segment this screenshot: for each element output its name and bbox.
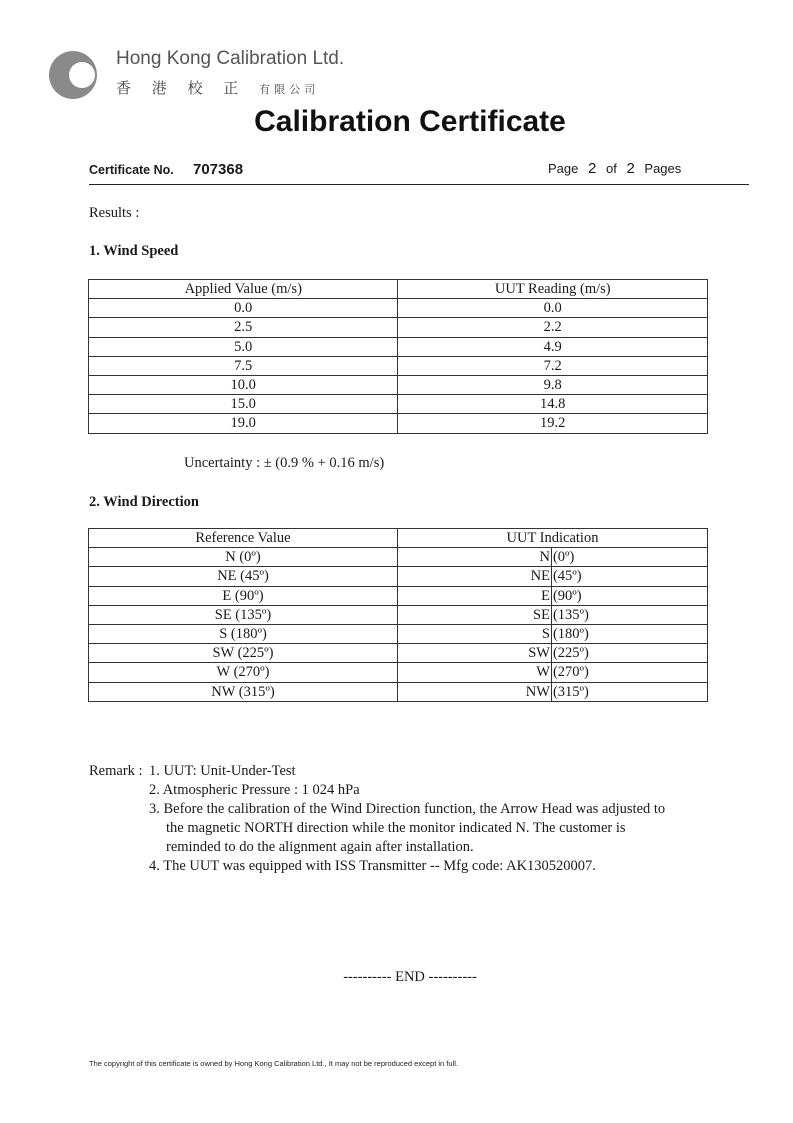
wind-speed-title: 1. Wind Speed <box>89 243 179 259</box>
uut-indication-header: UUT Indication <box>397 529 707 548</box>
applied-value-cell: 15.0 <box>89 395 398 414</box>
certificate-number: 707368 <box>193 161 244 178</box>
indication-direction-cell: N <box>397 548 551 567</box>
table-row <box>89 605 708 624</box>
page-total: 2 <box>626 160 635 177</box>
company-name-zh-main: 香 港 校 正 <box>116 79 247 97</box>
reference-value-cell: N (0º) <box>89 548 398 567</box>
reference-value-cell: SW (225º) <box>89 644 398 663</box>
indication-direction-cell: NE <box>397 567 551 586</box>
remark-3-line-3: reminded to do the alignment again after installation. <box>166 839 474 855</box>
uut-reading-header: UUT Reading (m/s) <box>398 280 708 299</box>
copyright-footer: The copyright of this certificate is owned by Hong Kong Calibration Ltd., It may not be reproduced except in full. <box>89 1059 458 1068</box>
reference-value-cell: NE (45º) <box>89 567 398 586</box>
certificate-info-row <box>89 160 749 185</box>
uut-reading-cell: 14.8 <box>398 395 708 414</box>
remark-4: 4. The UUT was equipped with ISS Transmitter -- Mfg code: AK130520007. <box>149 858 596 874</box>
table-row <box>89 299 708 318</box>
indication-degree-cell: (270º) <box>551 663 707 682</box>
reference-value-cell: S (180º) <box>89 624 398 643</box>
indication-degree-cell: (135º) <box>551 605 707 624</box>
page-of-label: of <box>605 161 617 176</box>
pages-label: Pages <box>644 161 682 176</box>
applied-value-cell: 19.0 <box>89 414 398 433</box>
table-header-row <box>89 529 708 548</box>
indication-direction-cell: NW <box>397 682 551 701</box>
table-row <box>89 586 708 605</box>
wind-speed-table <box>88 279 708 434</box>
table-row <box>89 548 708 567</box>
indication-direction-cell: SE <box>397 605 551 624</box>
applied-value-cell: 5.0 <box>89 337 398 356</box>
wind-direction-table <box>88 528 708 702</box>
reference-value-header: Reference Value <box>89 529 398 548</box>
applied-value-header: Applied Value (m/s) <box>89 280 398 299</box>
indication-degree-cell: (90º) <box>551 586 707 605</box>
uut-reading-cell: 4.9 <box>398 337 708 356</box>
table-row <box>89 318 708 337</box>
indication-direction-cell: W <box>397 663 551 682</box>
uut-reading-cell: 19.2 <box>398 414 708 433</box>
uut-reading-cell: 9.8 <box>398 375 708 394</box>
remark-3-line-1: 3. Before the calibration of the Wind Direction function, the Arrow Head was adjusted to <box>149 801 666 817</box>
document-title: Calibration Certificate <box>254 105 566 138</box>
company-name-zh <box>116 77 319 98</box>
uut-reading-cell: 7.2 <box>398 356 708 375</box>
reference-value-cell: SE (135º) <box>89 605 398 624</box>
table-row <box>89 356 708 375</box>
indication-degree-cell: (45º) <box>551 567 707 586</box>
wind-speed-uncertainty: Uncertainty : ± (0.9 % + 0.16 m/s) <box>184 455 385 471</box>
applied-value-cell: 7.5 <box>89 356 398 375</box>
table-row <box>89 624 708 643</box>
page-current: 2 <box>588 160 597 177</box>
indication-degree-cell: (0º) <box>551 548 707 567</box>
company-name-en: Hong Kong Calibration Ltd. <box>116 48 345 69</box>
reference-value-cell: W (270º) <box>89 663 398 682</box>
remarks-label: Remark : <box>89 763 143 779</box>
company-name-zh-suffix: 有限公司 <box>259 83 320 96</box>
reference-value-cell: E (90º) <box>89 586 398 605</box>
applied-value-cell: 10.0 <box>89 375 398 394</box>
table-row <box>89 682 708 701</box>
uut-reading-cell: 0.0 <box>398 299 708 318</box>
indication-direction-cell: SW <box>397 644 551 663</box>
table-row <box>89 663 708 682</box>
company-logo-icon <box>48 50 98 100</box>
indication-direction-cell: S <box>397 624 551 643</box>
table-header-row <box>89 280 708 299</box>
page-indicator <box>548 160 681 177</box>
results-label: Results : <box>89 205 140 221</box>
table-row <box>89 567 708 586</box>
certificate-number-label: Certificate No. <box>89 163 174 177</box>
indication-direction-cell: E <box>397 586 551 605</box>
table-row <box>89 337 708 356</box>
indication-degree-cell: (225º) <box>551 644 707 663</box>
wind-direction-title: 2. Wind Direction <box>89 494 199 510</box>
applied-value-cell: 2.5 <box>89 318 398 337</box>
reference-value-cell: NW (315º) <box>89 682 398 701</box>
indication-degree-cell: (180º) <box>551 624 707 643</box>
uut-reading-cell: 2.2 <box>398 318 708 337</box>
page-label: Page <box>548 161 579 176</box>
table-row <box>89 375 708 394</box>
applied-value-cell: 0.0 <box>89 299 398 318</box>
end-marker: ---------- END ---------- <box>343 969 477 985</box>
indication-degree-cell: (315º) <box>551 682 707 701</box>
remarks-section <box>89 762 749 892</box>
table-row <box>89 414 708 433</box>
table-row <box>89 395 708 414</box>
remark-1: 1. UUT: Unit-Under-Test <box>149 763 296 779</box>
table-row <box>89 644 708 663</box>
remark-2: 2. Atmospheric Pressure : 1 024 hPa <box>149 782 360 798</box>
remark-3-line-2: the magnetic NORTH direction while the monitor indicated N. The customer is <box>166 820 626 836</box>
